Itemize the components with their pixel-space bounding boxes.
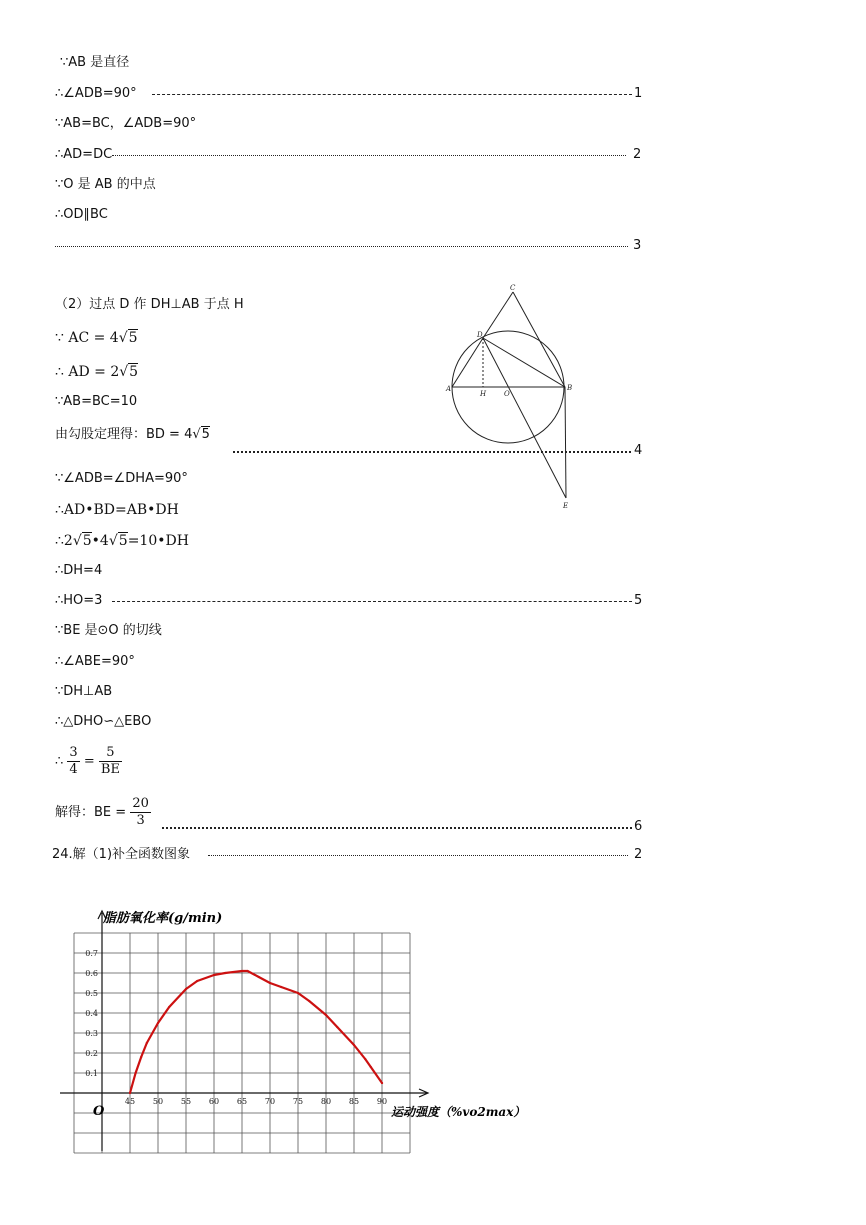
score-mark: 6 — [634, 819, 643, 834]
data-point — [258, 976, 260, 978]
statement: ∴ AD = 2√5 — [55, 364, 139, 380]
segment-be — [565, 387, 566, 498]
data-point — [157, 1022, 159, 1024]
data-point — [247, 970, 249, 972]
radicand: 5 — [128, 330, 138, 346]
expr-text: 由勾股定理得：BD = 4 — [55, 427, 193, 442]
statement: ∴∠ADB=90° — [55, 86, 137, 101]
statement: ∵BE 是⊙O 的切线 — [55, 623, 162, 638]
denominator: 3 — [136, 813, 145, 828]
expr-text: ∴ AD = 2 — [55, 364, 120, 380]
data-point — [135, 1072, 137, 1074]
statement: 24.解（1)补全函数图象 — [52, 847, 191, 862]
data-point — [336, 1026, 338, 1028]
data-point — [224, 972, 226, 974]
statement: ∵AB=BC，∠ADB=90° — [55, 116, 197, 131]
x-tick-label: 70 — [264, 1097, 276, 1106]
statement: ∵AB 是直径 — [60, 55, 130, 70]
data-point — [241, 970, 243, 972]
numerator: 5 — [99, 745, 122, 762]
y-tick-label: 0.4 — [85, 1009, 98, 1018]
data-point — [129, 1092, 131, 1094]
data-point — [370, 1066, 372, 1068]
label-d: D — [477, 331, 483, 339]
x-tick-label: 60 — [208, 1097, 220, 1106]
statement — [55, 795, 151, 831]
x-tick-label: 55 — [180, 1097, 192, 1106]
statement: ∴OD∥BC — [55, 207, 108, 222]
statement: ∵O 是 AB 的中点 — [55, 177, 156, 192]
statement: ∵ AC = 4√5 — [55, 330, 138, 346]
label-e: E — [563, 502, 569, 510]
fraction — [130, 796, 151, 829]
statement: ∵∠ADB=∠DHA=90° — [55, 471, 188, 486]
x-tick-label: 65 — [236, 1097, 248, 1106]
denominator: BE — [100, 762, 120, 777]
statement: ∴HO=3 — [55, 593, 103, 608]
statement — [55, 744, 122, 780]
label-c: C — [510, 284, 516, 292]
series-line — [130, 971, 382, 1093]
y-tick-label: 0.5 — [85, 989, 98, 998]
x-tick-label: 80 — [320, 1097, 332, 1106]
statement: ∴DH=4 — [55, 563, 103, 578]
x-tick-label: 50 — [152, 1097, 164, 1106]
statement: ∵DH⊥AB — [55, 684, 113, 699]
segment-da — [452, 338, 483, 387]
radicand: 5 — [201, 427, 210, 442]
fat-oxidation-chart — [55, 903, 540, 1158]
expr-text: ∴2 — [55, 533, 73, 549]
data-point — [325, 1014, 327, 1016]
leader-line — [162, 827, 632, 829]
score-mark: 3 — [633, 238, 642, 253]
data-point — [280, 986, 282, 988]
statement: ∴2√5•4√5=10•DH — [55, 533, 189, 549]
leader-line — [55, 246, 628, 247]
score-mark: 5 — [634, 593, 643, 608]
leader-line — [112, 601, 632, 602]
data-point — [213, 974, 215, 976]
data-point — [185, 988, 187, 990]
geometry-figure — [440, 280, 590, 515]
statement: ∴AD=DC — [55, 147, 113, 162]
chart-series — [129, 970, 383, 1094]
label-b: B — [567, 384, 573, 392]
score-mark: 1 — [634, 86, 643, 101]
data-point — [297, 992, 299, 994]
x-tick-label: 75 — [292, 1097, 304, 1106]
leader-line — [112, 155, 626, 156]
data-point — [168, 1006, 170, 1008]
x-axis-label: 运动强度（%vo2max） — [391, 1105, 526, 1119]
numerator: 3 — [69, 745, 78, 760]
x-tick-label: 90 — [376, 1097, 388, 1106]
x-tick-label: 85 — [348, 1097, 360, 1106]
data-point — [269, 982, 271, 984]
label-h: H — [480, 390, 487, 398]
expr-text: = — [83, 754, 95, 769]
expr-text: ∴ — [55, 754, 64, 769]
statement: （2）过点 D 作 DH⊥AB 于点 H — [55, 297, 244, 312]
data-point — [146, 1042, 148, 1044]
data-point — [140, 1056, 142, 1058]
chart-axes — [60, 911, 428, 1151]
label-a: A — [446, 385, 452, 393]
radicand: 5 — [118, 533, 128, 549]
y-tick-label: 0.2 — [85, 1049, 98, 1058]
expr-text: •4 — [91, 533, 109, 549]
y-tick-label: 0.3 — [85, 1029, 98, 1038]
segment-de — [483, 338, 566, 498]
y-tick-label: 0.7 — [85, 949, 98, 958]
y-tick-label: 0.1 — [85, 1069, 98, 1078]
x-tick-label: 45 — [124, 1097, 136, 1106]
data-point — [308, 1000, 310, 1002]
statement: ∴AD•BD=AB•DH — [55, 502, 179, 518]
statement: ∴△DHO∽△EBO — [55, 714, 152, 729]
denominator: 4 — [69, 762, 78, 777]
statement: ∴∠ABE=90° — [55, 654, 135, 669]
statement: 由勾股定理得：BD = 4√5 — [55, 427, 210, 442]
data-point — [196, 980, 198, 982]
fraction — [99, 745, 122, 778]
origin-label: O — [93, 1104, 105, 1119]
score-mark: 4 — [634, 443, 643, 458]
fraction — [67, 745, 79, 778]
expr-text: 解得：BE = — [55, 805, 127, 820]
numerator: 20 — [132, 796, 149, 811]
radicand: 5 — [129, 364, 139, 380]
y-tick-label: 0.6 — [85, 969, 98, 978]
chart-grid — [74, 933, 410, 1153]
label-o: O — [504, 390, 510, 398]
score-mark: 2 — [633, 147, 642, 162]
expr-text: ∵ AC = 4 — [55, 330, 119, 346]
data-point — [364, 1058, 366, 1060]
radicand: 5 — [82, 533, 92, 549]
data-point — [381, 1082, 383, 1084]
segment-cb — [513, 292, 565, 387]
score-mark: 2 — [634, 847, 643, 862]
leader-line — [208, 855, 628, 856]
statement: ∵AB=BC=10 — [55, 394, 138, 409]
leader-line — [152, 94, 632, 95]
expr-text: =10•DH — [127, 533, 189, 549]
data-point — [353, 1044, 355, 1046]
y-axis-label: 脂肪氧化率(g/min) — [103, 911, 223, 926]
